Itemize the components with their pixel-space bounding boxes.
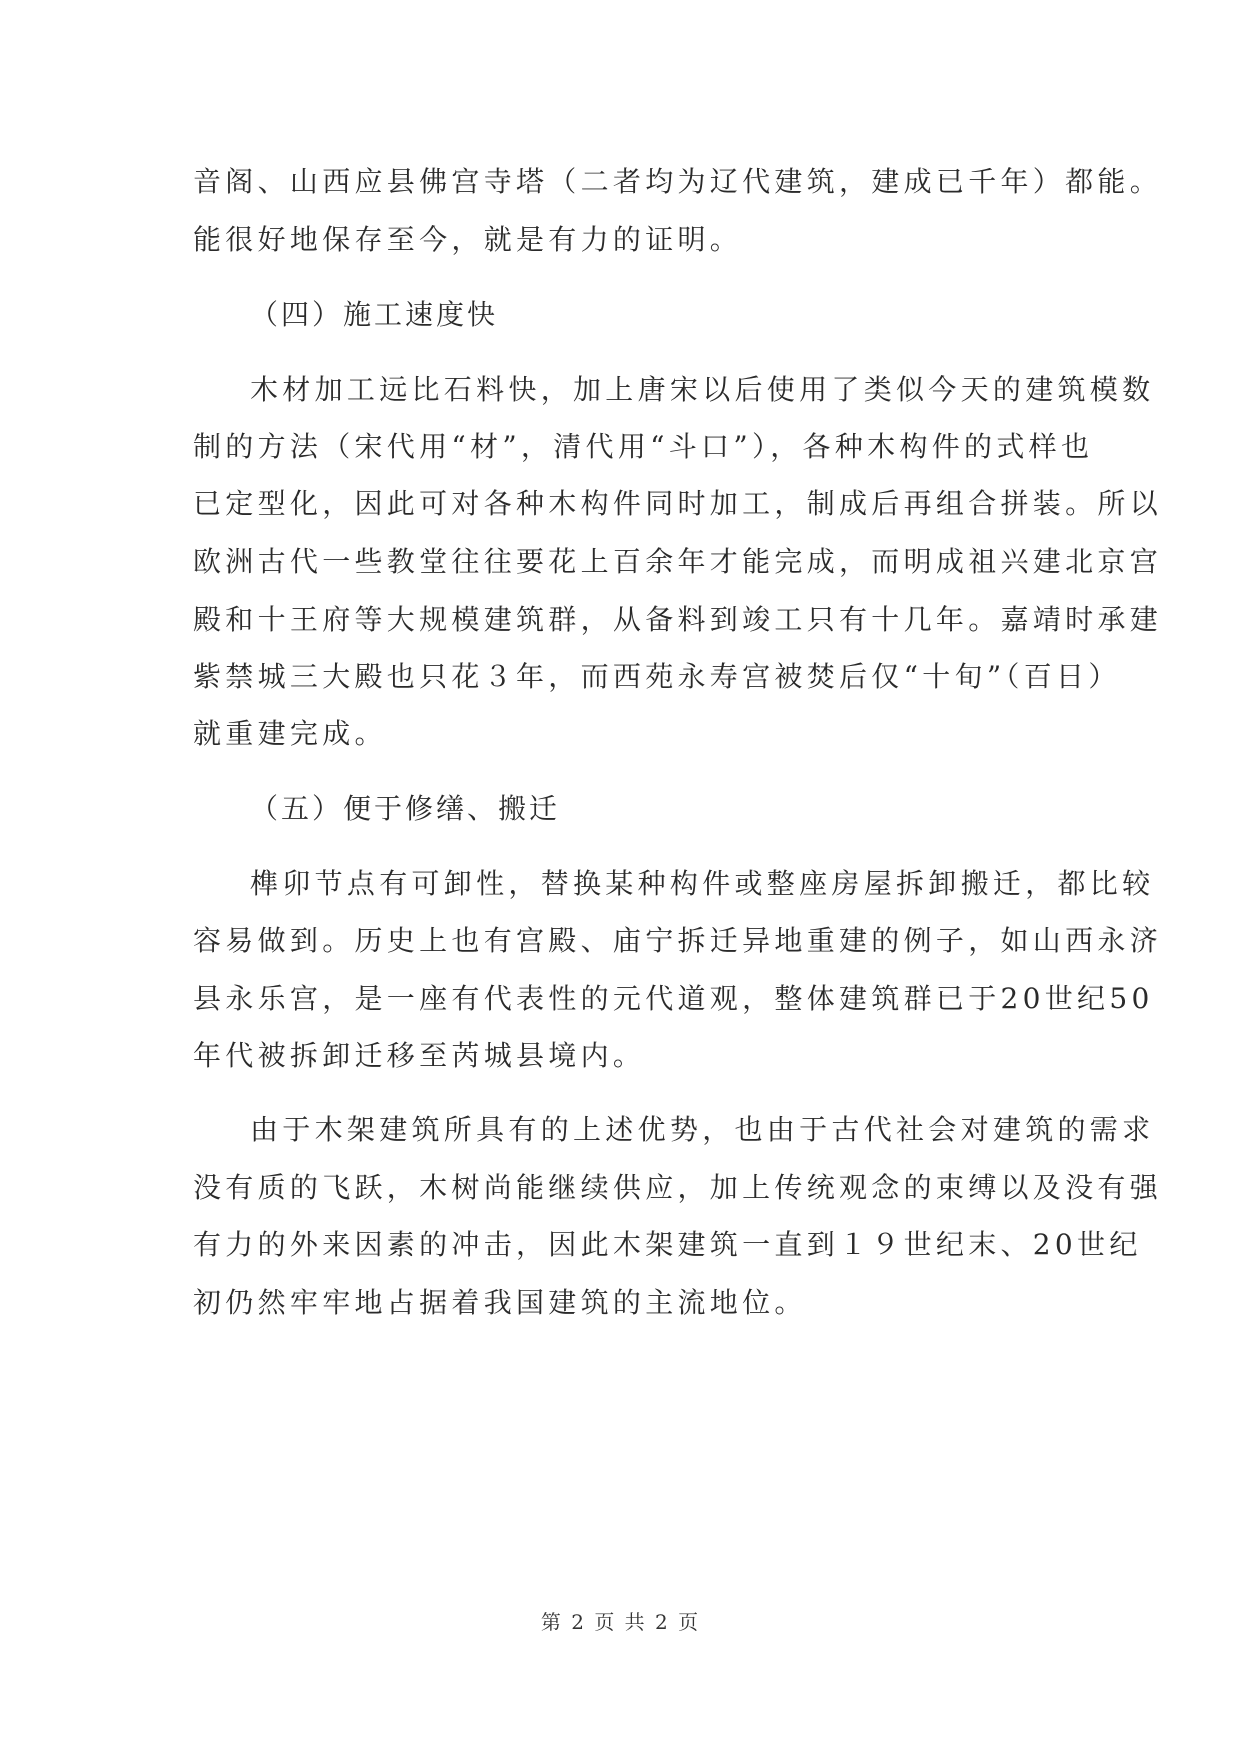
text-line: 容易做到。历史上也有宫殿、庙宁拆迁异地重建的例子，如山西永济 [193,924,1163,957]
section-heading: （四）施工速度快 [250,298,499,331]
text-line: 有力的外来因素的冲击，因此木架建筑一直到１９世纪末、20世纪 [193,1228,1142,1261]
text-line: 榫卯节点有可卸性，替换某种构件或整座房屋拆卸搬迁，都比较 [250,867,1155,900]
text-line: 欧洲古代一些教堂往往要花上百余年才能完成，而明成祖兴建北京宫 [193,545,1163,578]
text-line: 县永乐宫，是一座有代表性的元代道观，整体建筑群已于20世纪50 [193,982,1154,1015]
text-line: 就重建完成。 [193,717,387,750]
page-number-footer: 第 2 页 共 2 页 [540,1610,701,1634]
text-line: 殿和十王府等大规模建筑群，从备料到竣工只有十几年。嘉靖时承建 [193,603,1163,636]
text-line: 木材加工远比石料快，加上唐宋以后使用了类似今天的建筑模数 [250,373,1155,406]
text-line: 年代被拆卸迁移至芮城县境内。 [193,1039,646,1072]
text-line: 能很好地保存至今，就是有力的证明。 [193,223,743,256]
text-line: 紫禁城三大殿也只花３年，而西苑永寿宫被焚后仅“十旬”（百日） [193,660,1121,693]
text-line: 由于木架建筑所具有的上述优势，也由于古代社会对建筑的需求 [250,1113,1155,1146]
text-line: 制的方法（宋代用“材”，清代用“斗口”），各种木构件的式样也 [193,430,1094,463]
text-line: 音阁、山西应县佛宫寺塔（二者均为辽代建筑，建成已千年）都能。 [193,165,1163,198]
text-line: 初仍然牢牢地占据着我国建筑的主流地位。 [193,1286,807,1319]
text-line: 已定型化，因此可对各种木构件同时加工，制成后再组合拼装。所以 [193,487,1163,520]
section-heading: （五）便于修缮、搬迁 [250,792,561,825]
text-line: 没有质的飞跃，木树尚能继续供应，加上传统观念的束缚以及没有强 [193,1171,1163,1204]
